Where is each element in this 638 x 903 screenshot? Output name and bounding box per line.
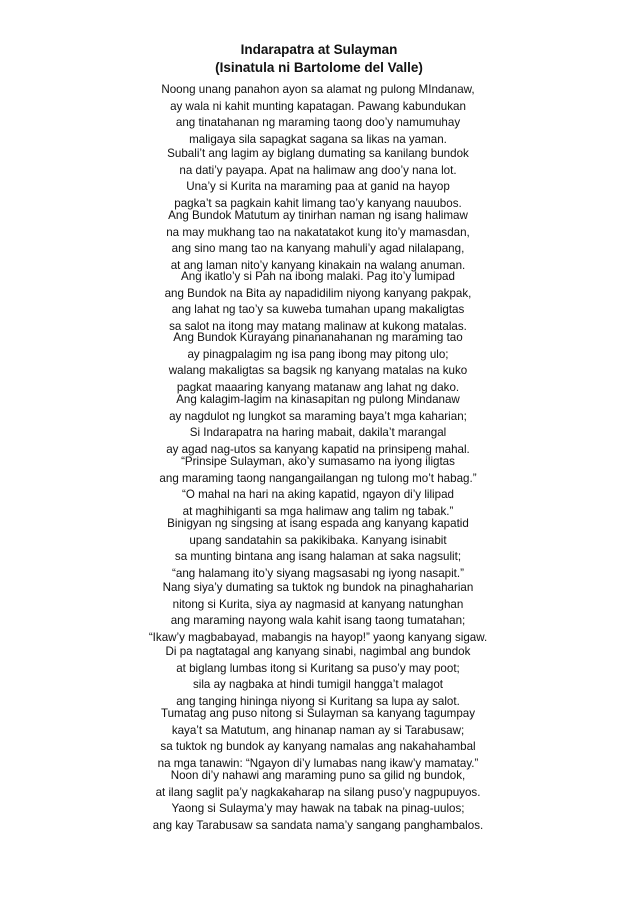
verse-line: na mga tanawin: “Ngayon di’y lumabas nang ikaw’y mamatay.”	[157, 756, 479, 770]
stanza-9	[148, 580, 488, 646]
verse-line: Ang Bundok Matutum ay tinirhan naman ng isang halimaw	[168, 209, 468, 222]
stanza-10	[148, 644, 488, 710]
verse-line: at maghihiganti sa mga halimaw ang talim ng tabak.”	[182, 504, 454, 518]
verse-line: na dati’y payapa. Apat na halimaw ang doo’y nana lot.	[179, 163, 457, 177]
verse-line: ay agad nag-utos sa kanyang kapatid na prinsipeng mahal.	[166, 442, 470, 456]
stanza-8	[148, 516, 488, 582]
verse-line: sa munting bintana ang isang halaman at saka nagsulit;	[174, 550, 462, 563]
verse-line: sa tuktok ng bundok ay kanyang namalas ang nakahahambal	[160, 740, 476, 753]
verse-line: ay wala ni kahit munting kapatagan. Pawang kabundukan	[170, 99, 466, 113]
stanza-6	[148, 392, 488, 458]
verse-line: ay nagdulot ng lungkot sa maraming baya’t mga kaharian;	[169, 409, 467, 423]
verse-line: ang maraming taong nangangailangan ng tulong mo’t habag.”	[159, 471, 477, 485]
verse-line: Noong unang panahon ayon sa alamat ng pulong MIndanaw,	[161, 83, 475, 96]
verse-line: Tumatag ang puso nitong si Sulayman sa kanyang tagumpay	[160, 707, 476, 720]
verse-line: maligaya sila sapagkat sagana sa likas na yaman.	[189, 132, 447, 146]
verse-line: ang maraming nayong wala kahit isang taong tumatahan;	[170, 614, 466, 627]
poem-title: Indarapatra at Sulayman	[240, 42, 398, 57]
stanza-5	[148, 330, 488, 396]
stanza-11	[148, 706, 488, 772]
verse-line: Noon di’y nahawi ang maraming puno sa gilid ng bundok,	[170, 769, 466, 782]
verse-line: Ang ikatlo’y si Pah na ibong malaki. Pag ito’y lumipad	[181, 270, 455, 283]
verse-line: at ang laman nito’y kanyang kinakain na walang anuman.	[170, 258, 466, 272]
verse-line: “O mahal na hari na aking kapatid, ngayon di’y lilipad	[182, 488, 454, 501]
stanza-3	[148, 208, 488, 274]
stanza-4	[148, 269, 488, 335]
verse-line: “ang halamang ito’y siyang magsasabi ng iyong nasapit.”	[172, 566, 464, 580]
stanza-12	[148, 768, 488, 834]
verse-line: Subali’t ang lagim ay biglang dumating sa kanilang bundok	[167, 147, 469, 160]
verse-line: ang kay Tarabusaw sa sandata nama’y sangang panghambalos.	[152, 818, 484, 832]
verse-line: ang lahat ng tao’y sa kuweba tumahan upang makaligtas	[171, 303, 465, 316]
verse-line: Binigyan ng singsing at isang espada ang kanyang kapatid	[167, 517, 469, 530]
stanza-2	[148, 146, 488, 212]
verse-line: at biglang lumbas itong si Kuritang sa puso’y may poot;	[176, 661, 460, 675]
verse-line: upang sandatahin sa pakikibaka. Kanyang isinabit	[189, 533, 447, 547]
verse-line: ang sino mang tao na kanyang mahuli’y agad nilalapang,	[171, 242, 465, 255]
verse-line: ang tinatahanan ng maraming taong doo’y namumuhay	[175, 116, 461, 129]
verse-line: at ilang saglit pa’y nagkakaharap na silang puso’y nagpupuyos.	[155, 785, 481, 799]
poem-subtitle: (Isinatula ni Bartolome del Valle)	[215, 60, 423, 75]
verse-line: Yaong si Sulayma’y may hawak na tabak na pinag-uulos;	[171, 802, 465, 815]
verse-line: “Ikaw’y magbabayad, mabangis na hayop!” yaong kanyang sigaw.	[148, 630, 488, 644]
verse-line: “Prinsipe Sulayman, ako’y sumasamo na iyong iligtas	[181, 455, 455, 468]
verse-line: Si Indarapatra na haring mabait, dakila’t marangal	[189, 426, 447, 439]
verse-line: ay pinagpalagim ng isa pang ibong may pitong ulo;	[187, 347, 449, 361]
verse-line: Ang kalagim-lagim na kinasapitan ng pulong Mindanaw	[176, 393, 460, 406]
verse-line: ang tanging hininga niyong si Kuritang sa lupa ay salot.	[176, 694, 460, 708]
verse-line: Di pa nagtatagal ang kanyang sinabi, nagimbal ang bundok	[165, 645, 471, 658]
verse-line: Una’y si Kurita na maraming paa at ganid na hayop	[186, 180, 450, 193]
verse-line: Nang siya’y dumating sa tuktok ng bundok na pinaghaharian	[162, 581, 474, 594]
stanza-1	[148, 82, 488, 148]
verse-line: pagkat maaaring kanyang matanaw ang lahat ng dako.	[176, 380, 460, 394]
verse-line: sa salot na itong may matang malinaw at kukong matalas.	[169, 319, 467, 333]
verse-line: pagka’t sa pagkain kahit limang tao’y kanyang nauubos.	[174, 196, 462, 210]
verse-line: walang makaligtas sa bagsik ng kanyang matalas na kuko	[168, 364, 468, 377]
verse-line: ang Bundok na Bita ay napadidilim niyong kanyang pakpak,	[164, 286, 472, 300]
verse-line: nitong si Kurita, siya ay nagmasid at kanyang natunghan	[172, 597, 464, 611]
verse-line: kaya’t sa Matutum, ang hinanap naman ay si Tarabusaw;	[171, 723, 465, 737]
verse-line: na may mukhang tao na nakatatakot kung ito’y mamasdan,	[166, 225, 470, 239]
verse-line: sila ay nagbaka at hindi tumigil hangga’t malagot	[192, 678, 444, 691]
verse-line: Ang Bundok Kurayang pinananahanan ng maraming tao	[173, 331, 463, 344]
stanza-7	[148, 454, 488, 520]
